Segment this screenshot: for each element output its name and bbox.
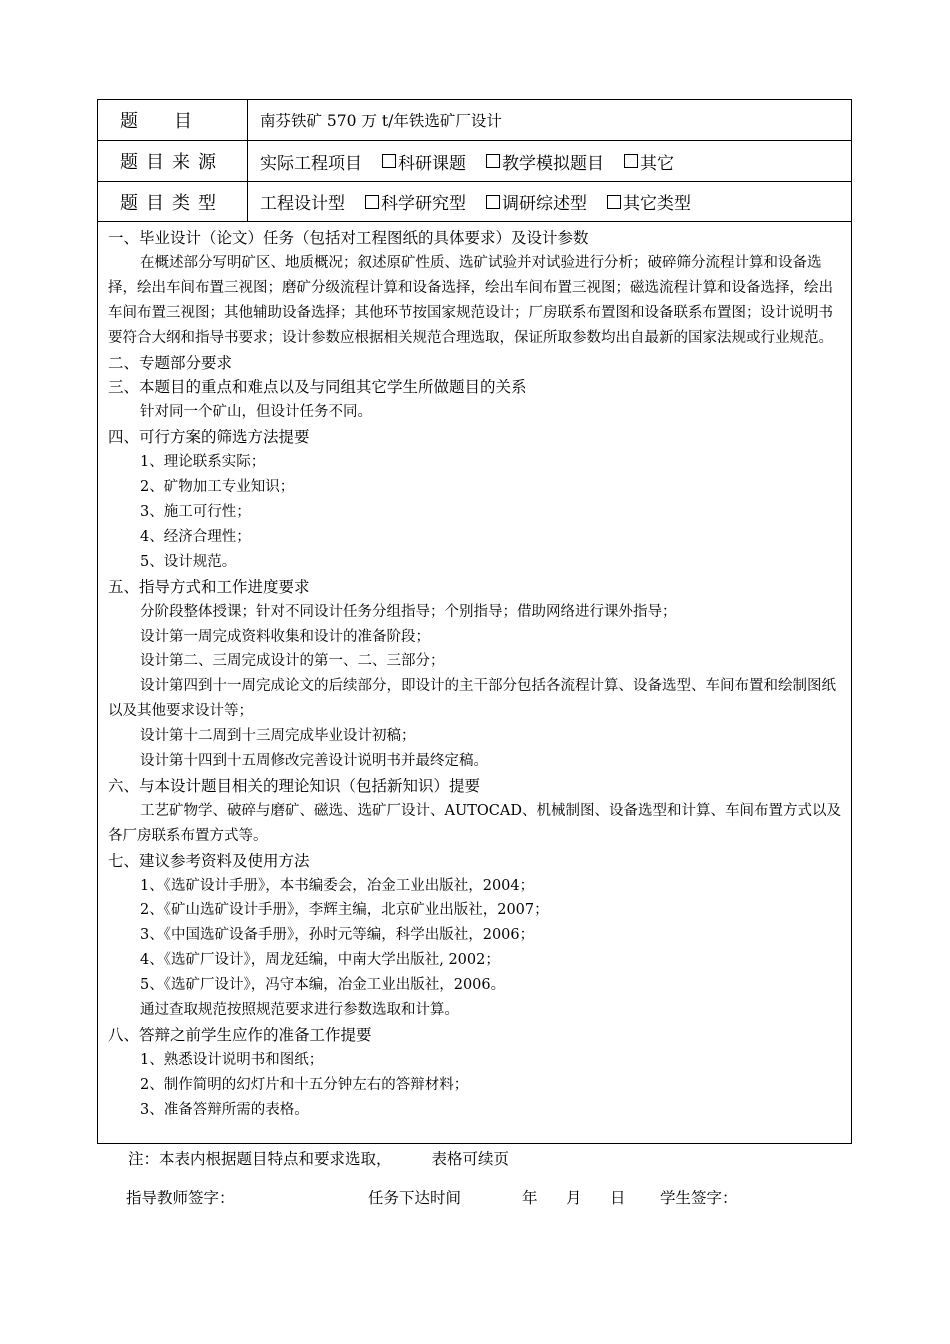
type-label	[98, 182, 248, 221]
type-label-text: 题目类型	[120, 192, 224, 214]
reference-item: 4、《选矿厂设计》，周龙廷编，中南大学出版社, 2002；	[140, 952, 500, 969]
teacher-signature-label: 指导教师签字：	[126, 1189, 235, 1207]
section-2-heading: 二、专题部分要求	[108, 353, 233, 372]
section-5-text: 设计第四到十一周完成论文的后续部分，即设计的主干部分包括各流程计算、设备选型、车间布置和绘制图纸以及其他要求设计等；	[108, 678, 836, 720]
note-tail: 表格可续页	[431, 1150, 510, 1168]
checkbox-icon	[607, 195, 621, 209]
source-options	[260, 141, 694, 181]
type-option-other[interactable]	[607, 189, 691, 214]
note-overlap: 内根	[190, 1150, 222, 1168]
source-option-teaching[interactable]	[486, 149, 604, 174]
checkbox-icon	[486, 154, 500, 168]
issue-time-label: 任务下达时间	[368, 1189, 462, 1207]
list-item: 3、准备答辩所需的表格。	[140, 1101, 309, 1118]
checkbox-icon	[382, 154, 396, 168]
section-7-heading: 七、建议参考资料及使用方法	[108, 851, 310, 870]
note-rest: 据题目特点和要求选取，	[221, 1150, 392, 1168]
table-note	[128, 1147, 509, 1169]
day-label: 日	[610, 1189, 626, 1207]
type-option-label: 其它类型	[623, 194, 691, 214]
type-option-design[interactable]	[260, 189, 345, 214]
title-row	[98, 100, 851, 141]
checkbox-icon	[624, 154, 638, 168]
year-label: 年	[522, 1189, 538, 1207]
list-item: 1、熟悉设计说明书和图纸；	[140, 1051, 324, 1068]
checkbox-icon	[365, 195, 379, 209]
section-1-text: 在概述部分写明矿区、地质概况；叙述原矿性质、选矿试验并对试验进行分析；破碎筛分流程计算和设备选择，绘出车间布置三视图；磨矿分级流程计算和设备选择，绘出车间布置三视图；磁选流程计算和设备选择，绘出车间布置三视图；其他辅助设备选择；其他环节按国家规范设计；厂房联系布置图和设备联系布置图；设计说明书要符合大纲和指导书要求；设计参数应根据相关规范合理选取，保证所取参数均出自最新的国家法规或行业规范。	[108, 254, 833, 346]
section-6-text: 工艺矿物学、破碎与磨矿、磁选、选矿厂设计、AUTOCAD、机械制图、设备选型和计算、车间布置方式以及各厂房联系布置方式等。	[108, 802, 841, 844]
source-row	[98, 141, 851, 182]
section-3-heading: 三、本题目的重点和难点以及与同组其它学生所做题目的关系	[108, 378, 527, 397]
section-3-text: 针对同一个矿山，但设计任务不同。	[140, 404, 372, 421]
source-option-label: 其它	[640, 153, 674, 174]
note-prefix: 注：本表	[128, 1150, 191, 1168]
title-value: 南芬铁矿 570 万 t/年铁选矿厂设计	[260, 112, 502, 130]
section-5-text: 设计第十二周到十三周完成毕业设计初稿；	[140, 728, 416, 745]
type-option-survey[interactable]	[486, 189, 587, 214]
task-content	[108, 226, 846, 1123]
list-item: 5、设计规范。	[140, 553, 237, 570]
type-option-label: 科学研究型	[381, 194, 466, 214]
section-5-text: 设计第一周完成资料收集和设计的准备阶段；	[140, 628, 430, 645]
section-4-heading: 四、可行方案的筛选方法提要	[108, 428, 310, 447]
checkbox-icon	[486, 195, 500, 209]
list-item: 2、制作简明的幻灯片和十五分钟左右的答辩材料；	[140, 1076, 469, 1093]
section-5-text: 设计第二、三周完成设计的第一、二、三部分；	[140, 653, 445, 670]
type-option-label: 调研综述型	[502, 194, 587, 214]
reference-item: 1、《选矿设计手册》，本书编委会，冶金工业出版社，2004；	[140, 877, 535, 894]
reference-item: 3、《中国选矿设备手册》，孙时元等编，科学出版社，2006；	[140, 927, 535, 944]
type-option-science[interactable]	[365, 189, 466, 214]
source-label-text: 题目来源	[120, 152, 224, 173]
source-option-label: 科研课题	[398, 153, 466, 174]
reference-item: 2、《矿山选矿设计手册》，李辉主编，北京矿业出版社，2007；	[140, 902, 549, 919]
list-item: 1、理论联系实际；	[140, 454, 266, 471]
source-option-research[interactable]	[382, 149, 466, 174]
source-option-engineering[interactable]	[260, 149, 362, 174]
list-item: 2、矿物加工专业知识；	[140, 479, 295, 496]
section-8-heading: 八、答辩之前学生应作的准备工作提要	[108, 1026, 372, 1044]
month-label: 月	[566, 1189, 582, 1207]
section-1-heading: 一、毕业设计（论文）任务（包括对工程图纸的具体要求）及设计参数	[108, 229, 589, 247]
type-row	[98, 182, 851, 222]
source-label	[98, 141, 248, 181]
section-5-heading: 五、指导方式和工作进度要求	[108, 577, 310, 596]
title-label	[98, 100, 248, 140]
type-options	[260, 182, 711, 221]
source-option-other[interactable]	[624, 149, 674, 174]
section-5-text: 设计第十四到十五周修改完善设计说明书并最终定稿。	[140, 753, 488, 770]
reference-item: 5、《选矿厂设计》，冯守本编，冶金工业出版社，2006。	[140, 977, 506, 994]
reference-note: 通过查取规范按照规范要求进行参数选取和计算。	[140, 1002, 459, 1019]
list-item: 4、经济合理性；	[140, 528, 251, 545]
source-option-label: 实际工程项目	[260, 153, 362, 174]
student-signature-label: 学生签字：	[660, 1189, 738, 1207]
section-5-text: 分阶段整体授课；针对不同设计任务分组指导；个别指导；借助网络进行课外指导；	[140, 603, 677, 620]
list-item: 3、施工可行性；	[140, 503, 251, 520]
source-option-label: 教学模拟题目	[502, 153, 604, 174]
section-6-heading: 六、与本设计题目相关的理论知识（包括新知识）提要	[108, 776, 481, 795]
type-option-label: 工程设计型	[260, 194, 345, 214]
task-form-table	[97, 99, 852, 1144]
title-label-text: 题 目	[120, 111, 192, 132]
